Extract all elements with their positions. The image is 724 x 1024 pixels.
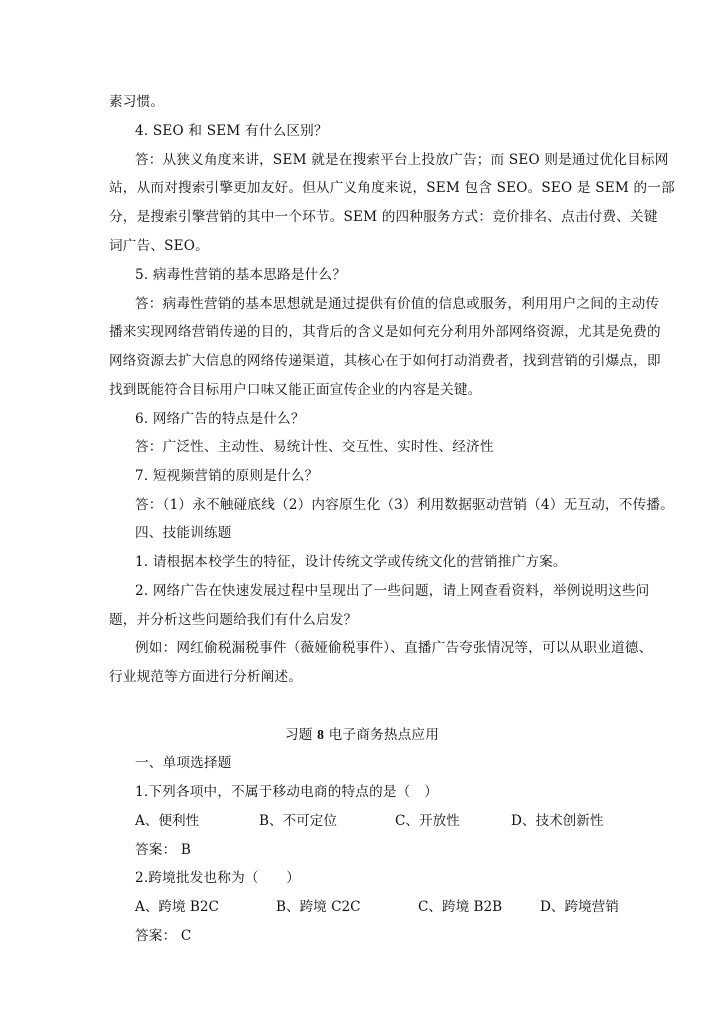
option-b: B、不可定位 (259, 813, 337, 829)
question-heading: 6. 网络广告的特点是什么？ (135, 411, 305, 427)
answer-line: 找到既能符合目标用户口味又能正面宣传企业的内容是关键。 (109, 382, 482, 398)
question-stem: 2.跨境批发也称为（ ） (135, 870, 301, 886)
chapter-title (0, 725, 724, 745)
option-d: D、跨境营销 (540, 899, 619, 915)
question-heading: 5. 病毒性营销的基本思路是什么？ (135, 267, 347, 283)
question-heading: 1. 请根据本校学生的特征，设计传统文学或传统文化的营销推广方案。 (135, 554, 567, 570)
answer-line: 答：病毒性营销的基本思想就是通过提供有价值的信息或服务，利用用户之间的主动传 (135, 296, 660, 312)
answer-line: 例如：网红偷税漏税事件（薇娅偷税事件）、直播广告夸张情况等，可以从职业道德、 (135, 640, 653, 656)
answer-line: 分，是搜索引擎营销的其中一个环节。SEM 的四种服务方式：竞价排名、点击付费、关键 (109, 209, 658, 225)
answer-line: 答案： C (135, 928, 192, 944)
answer-line: 行业规范等方面进行分析阐述。 (109, 669, 303, 685)
option-a: A、便利性 (135, 813, 200, 829)
question-heading: 题，并分析这些问题给我们有什么启发？ (109, 612, 358, 628)
option-c: C、开放性 (395, 813, 460, 829)
option-b: B、跨境 C2C (276, 899, 361, 915)
answer-line: 站，从而对搜索引擎更加友好。但从广义角度来说，SEM 包含 SEO。SEO 是 SEM 的一部 (109, 180, 675, 196)
question-stem: 1.下列各项中，不属于移动电商的特点的是（ ） (135, 784, 439, 800)
answer-line: 答：从狭义角度来讲，SEM 就是在搜索平台上投放广告；而 SEO 则是通过优化目标网 (135, 152, 669, 168)
chapter-title-text: 电子商务热点应用 (328, 727, 439, 743)
options-row (135, 811, 615, 831)
option-a: A、跨境 B2C (135, 899, 219, 915)
option-d: D、技术创新性 (511, 813, 604, 829)
answer-line: 播来实现网络营销传递的目的，其背后的含义是如何充分利用外部网络资源，尤其是免费的 (109, 324, 661, 340)
paragraph-line: 素习惯。 (109, 94, 165, 110)
answer-line: 网络资源去扩大信息的网络传递渠道，其核心在于如何打动消费者，找到营销的引爆点，即 (109, 353, 661, 369)
question-heading: 2. 网络广告在快速发展过程中呈现出了一些问题，请上网查看资料，举例说明这些问 (135, 583, 650, 599)
option-c: C、跨境 B2B (418, 899, 503, 915)
answer-line: 答案： B (135, 842, 192, 858)
answer-line: 答：（1）永不触碰底线（2）内容原生化（3）利用数据驱动营销（4）无互动，不传播。 (135, 497, 674, 513)
chapter-title-prefix: 习题 (284, 727, 313, 743)
section-heading: 四、技能训练题 (135, 525, 232, 541)
answer-line: 词广告、SEO。 (109, 238, 209, 254)
chapter-title-number: 8 (317, 727, 325, 742)
answer-line: 答：广泛性、主动性、易统计性、交互性、实时性、经济性 (135, 439, 494, 455)
question-heading: 4. SEO 和 SEM 有什么区别？ (135, 123, 328, 139)
options-row (135, 897, 619, 917)
question-heading: 7. 短视频营销的原则是什么？ (135, 468, 319, 484)
section-heading: 一、单项选择题 (135, 755, 232, 771)
